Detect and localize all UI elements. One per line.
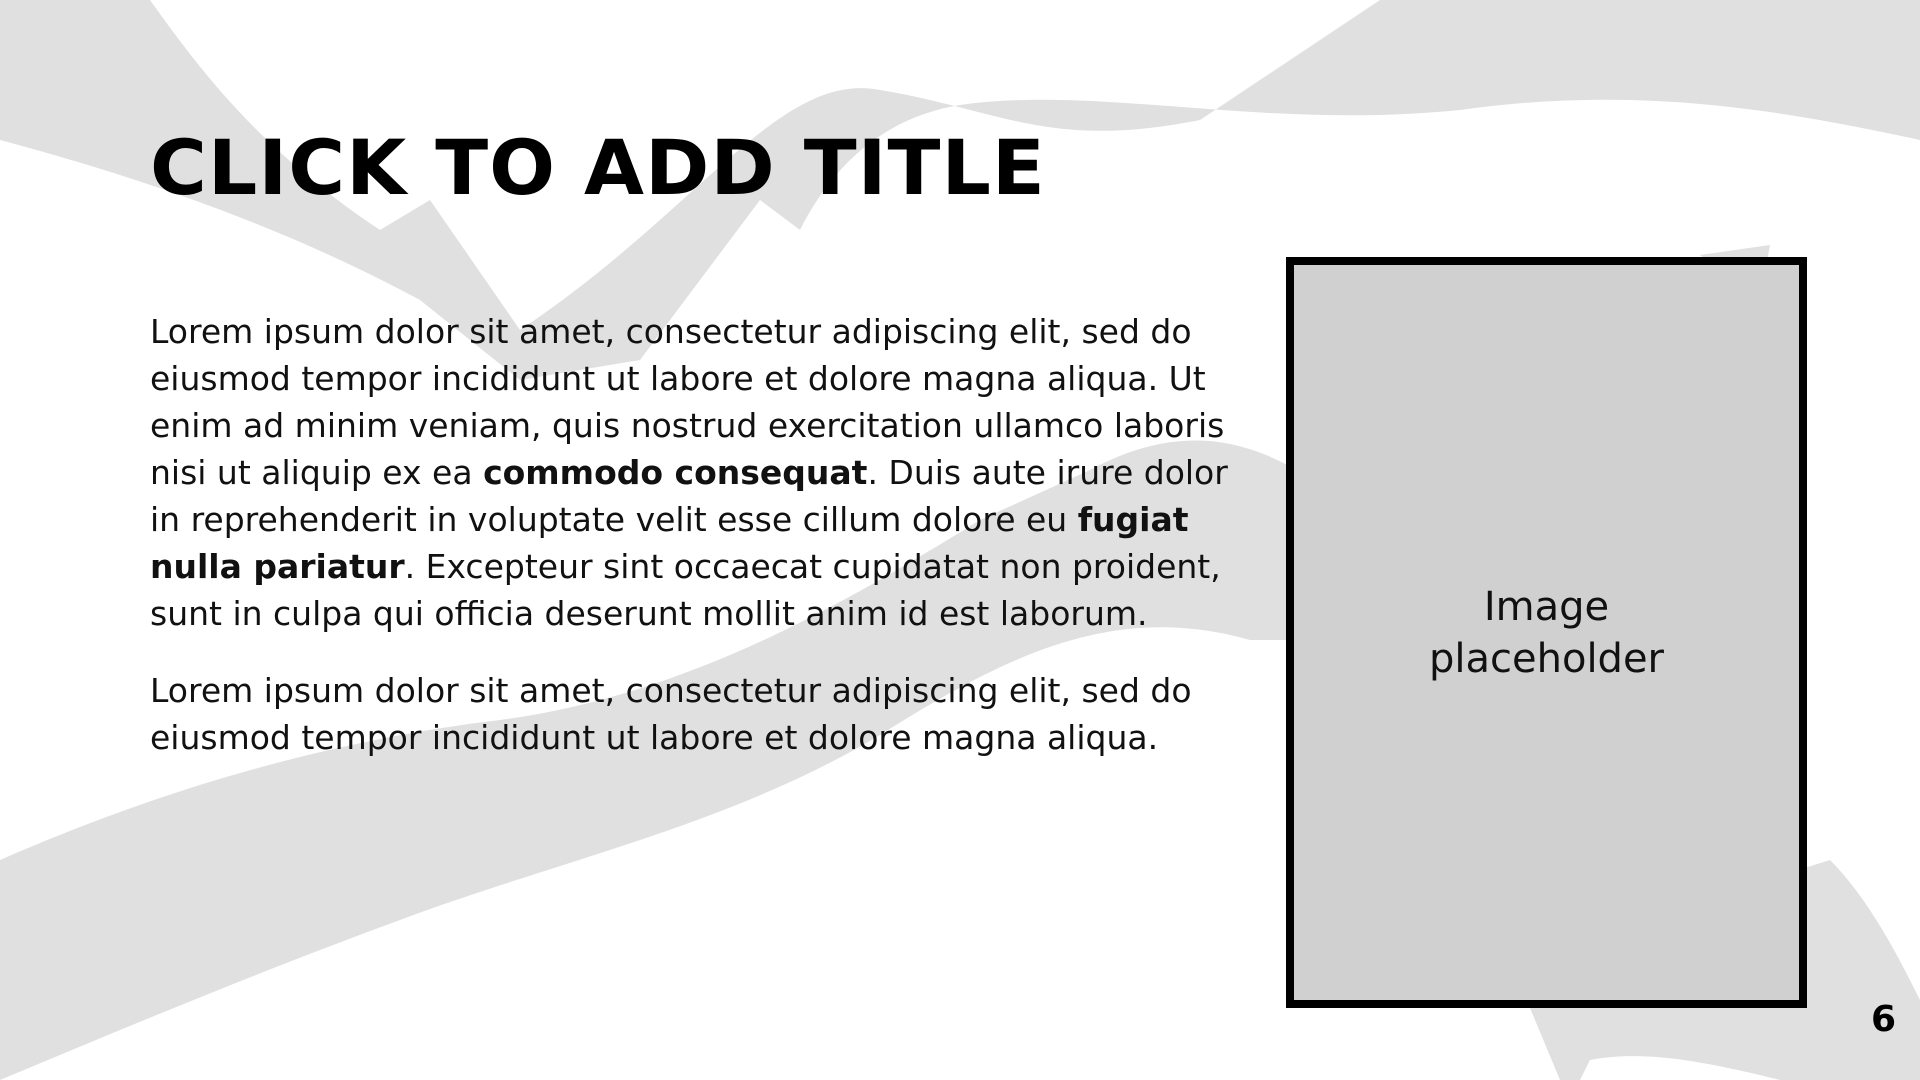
body-text[interactable] bbox=[150, 308, 1240, 791]
page-number: 6 bbox=[1870, 999, 1896, 1040]
paragraph-1-run: . Duis aute irure dolor in reprehenderit in voluptate velit esse cillum dolore eu bbox=[150, 453, 1228, 539]
bold-phrase-commodo-consequat: commodo consequat bbox=[483, 453, 868, 492]
slide-title[interactable]: CLICK TO ADD TITLE bbox=[150, 123, 1046, 212]
bold-phrase-fugiat-nulla-pariatur: fugiat nulla pariatur bbox=[150, 500, 1189, 586]
image-placeholder-line-2: placeholder bbox=[1429, 635, 1664, 682]
image-placeholder-label bbox=[1429, 581, 1664, 685]
paragraph-1 bbox=[150, 308, 1240, 637]
image-placeholder-line-1: Image bbox=[1483, 583, 1610, 630]
paragraph-1-run: Lorem ipsum dolor sit amet, consectetur adipiscing elit, sed do eiusmod tempor incididunt ut labore et dolore magna aliqua. Ut enim ad minim veniam, quis nostrud exercitation ullamco laboris nisi ut aliquip ex ea bbox=[150, 312, 1225, 492]
image-placeholder[interactable] bbox=[1286, 257, 1807, 1008]
paragraph-2: Lorem ipsum dolor sit amet, consectetur adipiscing elit, sed do eiusmod tempor incididunt ut labore et dolore magna aliqua. bbox=[150, 671, 1192, 757]
paragraph-1-run: . Excepteur sint occaecat cupidatat non proident, sunt in culpa qui officia deserunt mollit anim id est laborum. bbox=[150, 547, 1221, 633]
